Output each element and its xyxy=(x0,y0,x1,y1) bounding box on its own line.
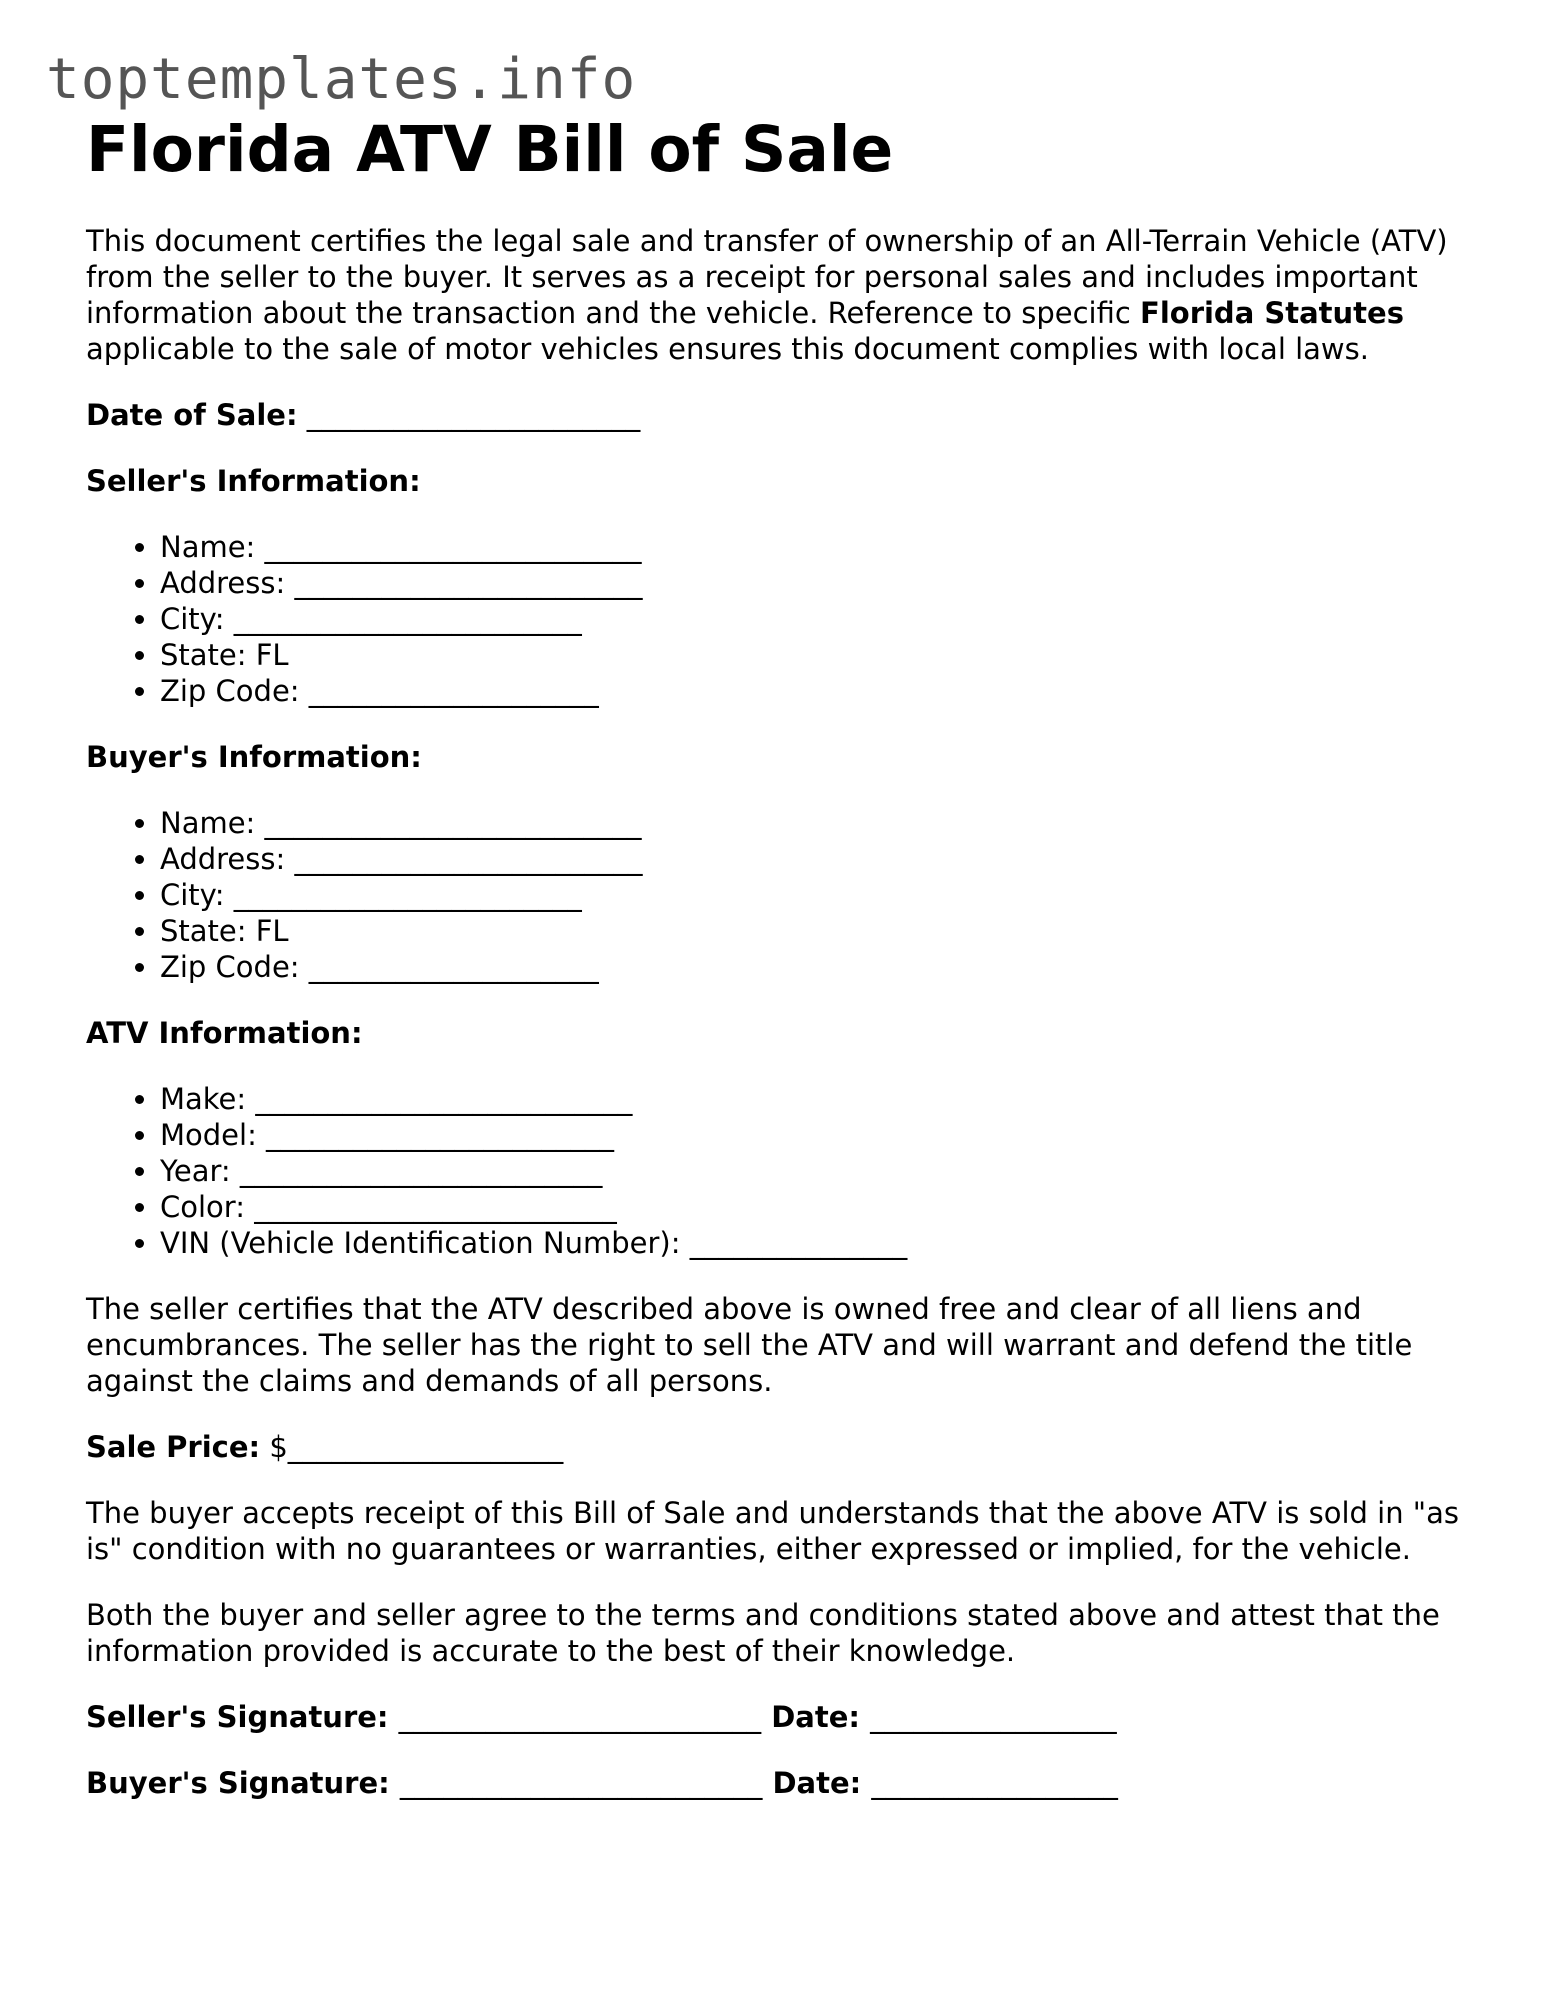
seller-signature-label: Seller's Signature: xyxy=(86,1700,399,1734)
date-of-sale-field xyxy=(86,397,1466,433)
atv-info-list xyxy=(86,1081,1466,1261)
seller-signature-blank: _________________________ xyxy=(398,1700,762,1734)
seller-date-blank: _________________ xyxy=(870,1700,1117,1734)
page-title: Florida ATV Bill of Sale xyxy=(86,113,894,186)
sale-price-field xyxy=(86,1429,1466,1465)
date-of-sale-label: Date of Sale: xyxy=(86,398,298,432)
buyer-city-field: • City: ________________________ xyxy=(160,877,1466,913)
buyer-name-field: • Name: __________________________ xyxy=(160,805,1466,841)
sale-price-blank: $___________________ xyxy=(260,1430,564,1464)
sale-price-label: Sale Price: xyxy=(86,1430,261,1464)
buyer-state-field: • State: FL xyxy=(160,913,1466,949)
atv-make-field: • Make: __________________________ xyxy=(160,1081,1466,1117)
buyer-zip-field: • Zip Code: ____________________ xyxy=(160,949,1466,985)
atv-color-field: • Color: _________________________ xyxy=(160,1189,1466,1225)
buyer-signature-label: Buyer's Signature: xyxy=(86,1766,400,1800)
buyer-signature-blank: _________________________ xyxy=(399,1766,763,1800)
intro-bold: Florida Statutes xyxy=(1140,296,1404,330)
atv-model-field: • Model: ________________________ xyxy=(160,1117,1466,1153)
certification-paragraph: The seller certifies that the ATV described above is owned free and clear of all liens and encumbrances. The seller has the right to sell the ATV and will warrant and defend the title against the claims and demands of all persons. xyxy=(86,1292,1413,1398)
buyer-signature-line xyxy=(86,1765,1466,1801)
seller-name-field: • Name: __________________________ xyxy=(160,529,1466,565)
seller-city-field: • City: ________________________ xyxy=(160,601,1466,637)
buyer-date-blank: _________________ xyxy=(871,1766,1118,1800)
seller-info-heading: Seller's Information: xyxy=(86,464,421,498)
as-is-paragraph: The buyer accepts receipt of this Bill of Sale and understands that the above ATV is sold in "as is" condition with no guarantees or warranties, either expressed or implied, for the vehicle. xyxy=(86,1496,1460,1566)
agreement-paragraph: Both the buyer and seller agree to the terms and conditions stated above and attest that the information provided is accurate to the best of their knowledge. xyxy=(86,1598,1440,1668)
atv-vin-field: • VIN (Vehicle Identification Number): _______________ xyxy=(160,1225,1466,1261)
atv-info-heading: ATV Information: xyxy=(86,1016,363,1050)
intro-text-1: This document certifies the legal sale and transfer of ownership of an All-Terrain Vehicle (ATV) from the seller to the buyer. It serves as a receipt for personal sales and includes important information about the transaction and the vehicle. Reference to specific xyxy=(86,224,1448,330)
intro-paragraph xyxy=(86,223,1466,367)
date-of-sale-blank: _______________________ xyxy=(297,398,641,432)
seller-state-field: • State: FL xyxy=(160,637,1466,673)
intro-text-2: applicable to the sale of motor vehicles ensures this document complies with local laws. xyxy=(86,332,1369,366)
seller-address-field: • Address: ________________________ xyxy=(160,565,1466,601)
seller-date-label: Date: xyxy=(761,1700,871,1734)
buyer-info-list xyxy=(86,805,1466,985)
buyer-address-field: • Address: ________________________ xyxy=(160,841,1466,877)
watermark: toptemplates.info xyxy=(46,47,637,112)
seller-signature-line xyxy=(86,1699,1466,1735)
buyer-date-label: Date: xyxy=(762,1766,872,1800)
buyer-info-heading: Buyer's Information: xyxy=(86,740,422,774)
seller-info-list xyxy=(86,529,1466,709)
atv-year-field: • Year: _________________________ xyxy=(160,1153,1466,1189)
document-page xyxy=(86,112,1466,1801)
seller-zip-field: • Zip Code: ____________________ xyxy=(160,673,1466,709)
